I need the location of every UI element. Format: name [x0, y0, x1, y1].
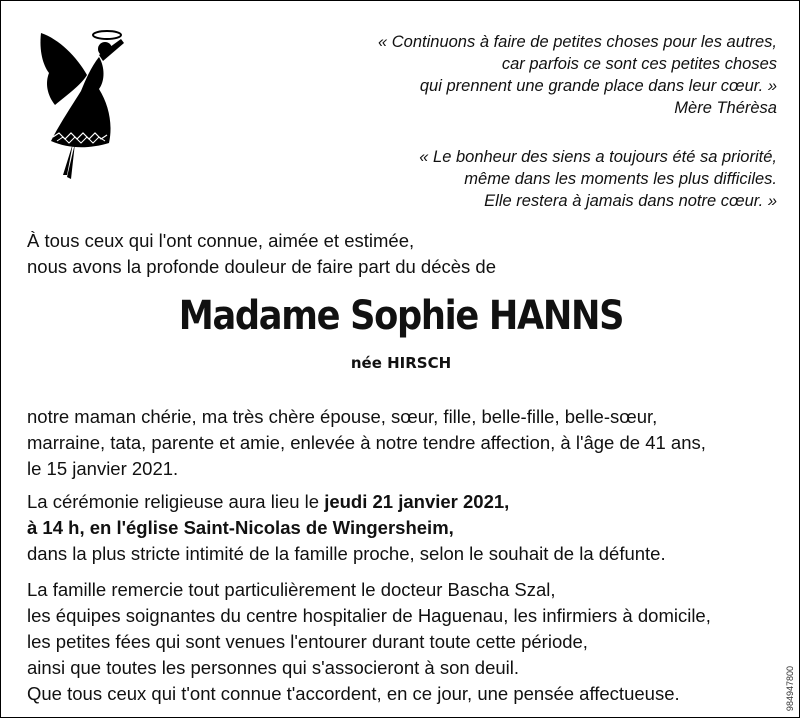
ceremony-intro-text: La cérémonie religieuse aura lieu le	[27, 491, 325, 512]
ceremony-date: jeudi 21 janvier 2021,	[324, 491, 510, 512]
ceremony-line	[27, 489, 666, 515]
intro-text	[27, 228, 496, 280]
maiden-name: née HIRSCH	[350, 354, 452, 372]
thanks-line: La famille remercie tout particulièrement le docteur Bascha Szal,	[27, 579, 556, 600]
quote-line: même dans les moments les plus difficiles.	[464, 170, 777, 188]
ceremony-time-place: à 14 h, en l'église Saint-Nicolas de Wingersheim,	[27, 517, 454, 538]
quote-line: « Continuons à faire de petites choses pour les autres,	[378, 33, 777, 51]
intro-line: À tous ceux qui l'ont connue, aimée et estimée,	[27, 230, 415, 251]
quote-line: « Le bonheur des siens a toujours été sa priorité,	[419, 148, 777, 166]
relationship-paragraph	[27, 404, 706, 482]
quote-author: Mère Thérèsa	[674, 99, 777, 117]
paragraph-line: notre maman chérie, ma très chère épouse, sœur, fille, belle-fille, belle-sœur,	[27, 406, 658, 427]
ceremony-paragraph	[27, 489, 666, 567]
deceased-name: Madame Sophie HANNS	[178, 293, 624, 339]
reference-number: 984947800	[785, 665, 795, 711]
thanks-line: les équipes soignantes du centre hospitalier de Haguenau, les infirmiers à domicile,	[27, 605, 711, 626]
intro-line: nous avons la profonde douleur de faire part du décès de	[27, 256, 496, 277]
quote-mother-teresa	[378, 31, 777, 119]
paragraph-line: marraine, tata, parente et amie, enlevée à notre tendre affection, à l'âge de 41 ans,	[27, 432, 706, 453]
thanks-line: les petites fées qui sont venues l'entourer durant toute cette période,	[27, 631, 588, 652]
ceremony-note: dans la plus stricte intimité de la famille proche, selon le souhait de la défunte.	[27, 543, 666, 564]
quote-line: qui prennent une grande place dans leur cœur. »	[419, 77, 777, 95]
angel-silhouette-icon	[29, 25, 129, 185]
quote-line: car parfois ce sont ces petites choses	[501, 55, 777, 73]
paragraph-line: le 15 janvier 2021.	[27, 458, 179, 479]
thanks-line: Que tous ceux qui t'ont connue t'accordent, en ce jour, une pensée affectueuse.	[27, 683, 680, 704]
thanks-paragraph	[27, 577, 711, 707]
quote-family	[419, 146, 777, 212]
quote-line: Elle restera à jamais dans notre cœur. »	[484, 192, 777, 210]
thanks-line: ainsi que toutes les personnes qui s'associeront à son deuil.	[27, 657, 520, 678]
